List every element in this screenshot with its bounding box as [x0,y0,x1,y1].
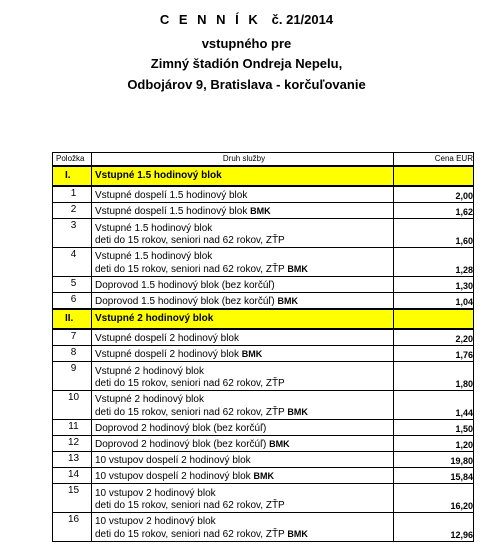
column-header-no: Položka [53,153,92,167]
item-number: 5 [53,277,92,293]
service-text: 10 vstupov dospelí 2 hodinový blok [95,455,251,466]
bmk-tag: BMK [287,529,308,539]
item-price: 1,44 [394,391,474,420]
service-text: Vstupné dospelí 2 hodinový blok [95,333,239,344]
service-text: Doprovod 1.5 hodinový blok (bez korčúľ) [95,280,275,291]
item-price: 1,76 [394,346,474,362]
service-line [95,516,393,528]
service-name [92,219,394,248]
item-number: 3 [53,219,92,248]
item-price: 12,96 [394,513,474,542]
service-line [95,263,393,276]
service-text: deti do 15 rokov, seniori nad 62 rokov, ZŤP [95,378,285,389]
service-text: Doprovod 2 hodinový blok (bez korčúľ) [95,439,267,450]
item-price: 2,00 [394,186,474,203]
service-line [95,500,393,512]
service-text: Vstupné dospelí 1.5 hodinový blok [95,190,248,201]
service-text: 10 vstupov dospelí 2 hodinový blok [95,471,251,482]
service-line [95,470,393,483]
service-line [95,528,393,541]
item-price: 16,20 [394,484,474,513]
section-row [53,309,474,329]
service-name [92,436,394,452]
item-price: 1,50 [394,420,474,436]
table-row [53,468,474,484]
service-name [92,362,394,391]
service-line [95,366,393,378]
item-price: 2,20 [394,329,474,346]
table-row [53,484,474,513]
service-line [95,348,393,361]
service-line [95,223,393,235]
item-number: 14 [53,468,92,484]
service-name [92,484,394,513]
table-row [53,293,474,310]
table-row [53,436,474,452]
table-row [53,277,474,293]
bmk-tag: BMK [253,471,274,481]
service-line [95,190,393,202]
service-line [95,423,393,435]
service-name [92,248,394,277]
service-text: Vstupné 1.5 hodinový blok [95,223,213,234]
table-header-row [53,153,474,167]
subtitle-line-2: Zimný štadión Ondreja Nepelu, [150,56,343,71]
document-title [0,11,493,28]
service-name [92,513,394,542]
item-price: 1,04 [394,293,474,310]
item-price: 1,20 [394,436,474,452]
table-row [53,186,474,203]
title-cennik: C E N N Í K [159,12,261,27]
service-name [92,391,394,420]
bmk-tag: BMK [250,206,271,216]
table-row [53,452,474,468]
service-text: deti do 15 rokov, seniori nad 62 rokov, ZŤP [95,264,285,275]
item-number: 8 [53,346,92,362]
item-price: 1,30 [394,277,474,293]
item-number: 11 [53,420,92,436]
section-number: II. [53,309,92,329]
table-row [53,391,474,420]
item-number: 2 [53,203,92,219]
item-number: 15 [53,484,92,513]
bmk-tag: BMK [277,296,298,306]
table-row [53,248,474,277]
item-number: 12 [53,436,92,452]
service-text: Doprovod 2 hodinový blok (bez korčúľ) [95,423,267,434]
item-number: 7 [53,329,92,346]
section-title: Vstupné 2 hodinový blok [92,309,394,329]
service-text: Vstupné dospelí 2 hodinový blok [95,349,239,360]
service-text: deti do 15 rokov, seniori nad 62 rokov, ZŤP [95,529,285,540]
item-number: 13 [53,452,92,468]
item-price: 1,60 [394,219,474,248]
service-name [92,293,394,310]
subtitle-line-1: vstupného pre [201,36,292,51]
table-row [53,513,474,542]
subtitle-line-3: Odbojárov 9, Bratislava - korčuľovanie [127,77,366,92]
service-text: 10 vstupov 2 hodinový blok [95,516,216,527]
service-name [92,468,394,484]
service-line [95,295,393,308]
service-text: Vstupné dospelí 1.5 hodinový blok [95,206,248,217]
bmk-tag: BMK [269,439,290,449]
service-name [92,346,394,362]
item-price: 1,80 [394,362,474,391]
service-text: 10 vstupov 2 hodinový blok [95,488,216,499]
item-price: 19,80 [394,452,474,468]
service-line [95,378,393,390]
item-number: 9 [53,362,92,391]
service-text: Vstupné 1.5 hodinový blok [95,251,213,262]
column-header-price: Cena EUR [394,153,474,167]
service-name [92,452,394,468]
title-number: č. 21/2014 [271,12,334,27]
service-line [95,406,393,419]
section-number: I. [53,166,92,186]
section-price-cell [394,309,474,329]
table-row [53,346,474,362]
service-text: deti do 15 rokov, seniori nad 62 rokov, ZŤP [95,407,285,418]
service-line [95,394,393,406]
table-row [53,420,474,436]
item-price: 1,62 [394,203,474,219]
service-name [92,203,394,219]
bmk-tag: BMK [241,349,263,359]
service-name [92,329,394,346]
service-name [92,277,394,293]
service-line [95,251,393,263]
item-price: 1,28 [394,248,474,277]
section-title: Vstupné 1.5 hodinový blok [92,166,394,186]
item-number: 16 [53,513,92,542]
service-text: deti do 15 rokov, seniori nad 62 rokov, ZŤP [95,500,285,511]
service-line [95,333,393,345]
table-row [53,362,474,391]
table-row [53,329,474,346]
service-line [95,205,393,218]
table-body [53,166,474,542]
service-text: Vstupné 2 hodinový blok [95,366,204,377]
service-text: Vstupné 2 hodinový blok [95,394,204,405]
service-line [95,280,393,292]
table-row [53,203,474,219]
item-number: 10 [53,391,92,420]
service-line [95,488,393,500]
service-line [95,455,393,467]
item-number: 6 [53,293,92,310]
service-text: deti do 15 rokov, seniori nad 62 rokov, ZŤP [95,235,285,246]
bmk-tag: BMK [287,407,308,417]
item-number: 1 [53,186,92,203]
section-row [53,166,474,186]
item-price: 15,84 [394,468,474,484]
service-line [95,438,393,451]
table-row [53,219,474,248]
column-header-name: Druh služby [92,153,394,167]
bmk-tag: BMK [287,264,308,274]
service-name [92,186,394,203]
item-number: 4 [53,248,92,277]
section-price-cell [394,166,474,186]
service-text: Doprovod 1.5 hodinový blok (bez korčúľ) [95,296,275,307]
service-name [92,420,394,436]
service-line [95,235,393,247]
price-table [52,152,474,542]
